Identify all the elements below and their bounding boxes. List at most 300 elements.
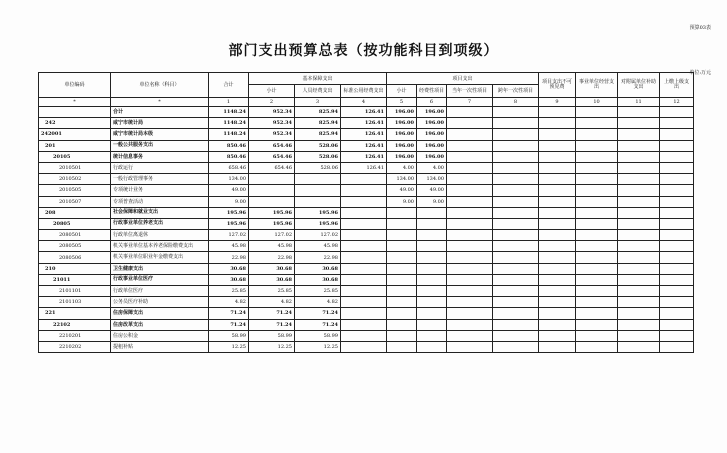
empty-cell — [618, 308, 660, 319]
empty-cell — [576, 308, 618, 319]
basic-subtotal-cell: 952.34 — [249, 107, 295, 118]
project-operating-cell — [417, 308, 447, 319]
header-unit-name: 单位名称（科目） — [111, 73, 209, 98]
basic-subtotal-cell: 654.46 — [249, 162, 295, 173]
empty-cell — [493, 107, 539, 118]
empty-cell — [539, 207, 576, 218]
standard-public-cell — [341, 185, 387, 196]
unit-name-cell: 专项普查活动 — [111, 196, 209, 207]
project-subtotal-cell: 4.00 — [387, 162, 417, 173]
header-proj-operating: 经费性项目 — [417, 85, 447, 98]
empty-cell — [539, 274, 576, 285]
total-cell: 195.96 — [209, 207, 249, 218]
table-row — [39, 286, 694, 297]
unit-code-cell: 20805 — [39, 218, 111, 229]
project-subtotal-cell: 196.00 — [387, 107, 417, 118]
standard-public-cell — [341, 341, 387, 352]
empty-cell — [539, 218, 576, 229]
project-operating-cell: 196.00 — [417, 151, 447, 162]
unit-code-cell: 2210202 — [39, 341, 111, 352]
header-basic-group: 基本保障支出 — [249, 73, 387, 85]
unit-code-cell: 208 — [39, 207, 111, 218]
empty-cell — [576, 185, 618, 196]
budget-table — [38, 72, 694, 353]
empty-cell — [493, 162, 539, 173]
project-subtotal-cell — [387, 252, 417, 263]
personnel-cell: 71.24 — [295, 319, 341, 330]
unit-name-cell: 咸宁市统计局本级 — [111, 129, 209, 140]
personnel-cell: 195.96 — [295, 218, 341, 229]
unit-code-cell: 2101103 — [39, 297, 111, 308]
unit-code-cell: 201 — [39, 140, 111, 151]
empty-cell — [493, 274, 539, 285]
empty-cell — [660, 151, 694, 162]
header-pay-upper: 上缴上级支出 — [660, 73, 694, 98]
empty-cell — [576, 151, 618, 162]
header-proj-unforeseen: 项目支出不可预见费 — [539, 73, 576, 98]
header-proj-current-once: 当年一次性项目 — [447, 85, 493, 98]
project-operating-cell: 4.00 — [417, 162, 447, 173]
empty-cell — [493, 341, 539, 352]
empty-cell — [447, 218, 493, 229]
personnel-cell: 825.94 — [295, 107, 341, 118]
empty-cell — [447, 196, 493, 207]
unit-label: 单位:万元 — [689, 70, 711, 76]
project-operating-cell — [417, 241, 447, 252]
empty-cell — [539, 230, 576, 241]
basic-subtotal-cell: 654.46 — [249, 140, 295, 151]
index-cell: 8 — [493, 98, 539, 107]
empty-cell — [660, 185, 694, 196]
basic-subtotal-cell — [249, 196, 295, 207]
standard-public-cell — [341, 286, 387, 297]
total-cell: 58.99 — [209, 330, 249, 341]
unit-code-cell: 221 — [39, 308, 111, 319]
empty-cell — [539, 263, 576, 274]
index-cell: 10 — [576, 98, 618, 107]
empty-cell — [493, 140, 539, 151]
empty-cell — [447, 230, 493, 241]
empty-cell — [576, 297, 618, 308]
unit-code-cell: 2010501 — [39, 162, 111, 173]
budget-table-body — [39, 107, 694, 353]
basic-subtotal-cell: 952.34 — [249, 118, 295, 129]
header-standard-public: 标准公用经费支出 — [341, 85, 387, 98]
personnel-cell — [295, 185, 341, 196]
project-operating-cell — [417, 341, 447, 352]
standard-public-cell: 126.41 — [341, 151, 387, 162]
unit-code-cell: 2101101 — [39, 286, 111, 297]
empty-cell — [660, 174, 694, 185]
empty-cell — [493, 330, 539, 341]
empty-cell — [447, 308, 493, 319]
unit-name-cell: 住房保障支出 — [111, 308, 209, 319]
unit-name-cell: 住房改革支出 — [111, 319, 209, 330]
project-subtotal-cell — [387, 263, 417, 274]
index-cell: * — [39, 98, 111, 107]
empty-cell — [576, 129, 618, 140]
empty-cell — [539, 319, 576, 330]
standard-public-cell — [341, 207, 387, 218]
empty-cell — [493, 263, 539, 274]
empty-cell — [660, 330, 694, 341]
empty-cell — [493, 297, 539, 308]
project-operating-cell — [417, 319, 447, 330]
empty-cell — [576, 252, 618, 263]
project-operating-cell: 196.00 — [417, 107, 447, 118]
page-code: 预算03表 — [689, 25, 711, 31]
index-cell: 1 — [209, 98, 249, 107]
table-row — [39, 185, 694, 196]
total-cell: 30.68 — [209, 263, 249, 274]
unit-name-cell: 咸宁市统计局 — [111, 118, 209, 129]
basic-subtotal-cell: 4.82 — [249, 297, 295, 308]
empty-cell — [576, 207, 618, 218]
empty-cell — [576, 196, 618, 207]
empty-cell — [493, 286, 539, 297]
empty-cell — [618, 263, 660, 274]
empty-cell — [447, 129, 493, 140]
empty-cell — [493, 151, 539, 162]
total-cell: 1148.24 — [209, 107, 249, 118]
empty-cell — [493, 308, 539, 319]
empty-cell — [618, 107, 660, 118]
page-title: 部门支出预算总表（按功能科目到项级） — [228, 43, 499, 59]
header-proj-subtotal: 小计 — [387, 85, 417, 98]
empty-cell — [618, 196, 660, 207]
unit-code-cell: 2010502 — [39, 174, 111, 185]
table-row — [39, 319, 694, 330]
unit-code-cell: 2080506 — [39, 252, 111, 263]
index-cell: 7 — [447, 98, 493, 107]
basic-subtotal-cell: 654.46 — [249, 151, 295, 162]
empty-cell — [493, 230, 539, 241]
empty-cell — [447, 330, 493, 341]
empty-cell — [447, 118, 493, 129]
empty-cell — [576, 274, 618, 285]
empty-cell — [493, 129, 539, 140]
unit-code-cell: 242001 — [39, 129, 111, 140]
basic-subtotal-cell: 71.24 — [249, 319, 295, 330]
personnel-cell: 4.82 — [295, 297, 341, 308]
total-cell: 71.24 — [209, 319, 249, 330]
personnel-cell: 825.94 — [295, 118, 341, 129]
empty-cell — [447, 286, 493, 297]
personnel-cell: 58.99 — [295, 330, 341, 341]
total-cell: 45.98 — [209, 241, 249, 252]
table-row — [39, 252, 694, 263]
standard-public-cell — [341, 230, 387, 241]
table-row — [39, 341, 694, 352]
project-subtotal-cell — [387, 274, 417, 285]
header-proj-cross-year: 跨年一次性项目 — [493, 85, 539, 98]
standard-public-cell — [341, 319, 387, 330]
total-cell: 850.46 — [209, 151, 249, 162]
unit-code-cell — [39, 107, 111, 118]
project-subtotal-cell — [387, 319, 417, 330]
table-row — [39, 162, 694, 173]
project-operating-cell: 196.00 — [417, 140, 447, 151]
header-unit-code: 单位编码 — [39, 73, 111, 98]
personnel-cell: 45.98 — [295, 241, 341, 252]
empty-cell — [447, 274, 493, 285]
empty-cell — [447, 341, 493, 352]
empty-cell — [447, 241, 493, 252]
unit-code-cell: 21011 — [39, 274, 111, 285]
standard-public-cell — [341, 252, 387, 263]
project-operating-cell — [417, 218, 447, 229]
unit-code-cell: 210 — [39, 263, 111, 274]
table-row — [39, 196, 694, 207]
empty-cell — [660, 129, 694, 140]
empty-cell — [660, 286, 694, 297]
project-subtotal-cell: 9.00 — [387, 196, 417, 207]
total-cell: 4.82 — [209, 297, 249, 308]
project-subtotal-cell — [387, 218, 417, 229]
empty-cell — [576, 107, 618, 118]
project-operating-cell: 196.00 — [417, 118, 447, 129]
unit-name-cell: 提租补贴 — [111, 341, 209, 352]
project-subtotal-cell: 196.00 — [387, 140, 417, 151]
standard-public-cell: 126.41 — [341, 107, 387, 118]
total-cell: 134.00 — [209, 174, 249, 185]
basic-subtotal-cell: 952.34 — [249, 129, 295, 140]
unit-code-cell: 242 — [39, 118, 111, 129]
empty-cell — [447, 162, 493, 173]
empty-cell — [660, 218, 694, 229]
project-operating-cell: 196.00 — [417, 129, 447, 140]
empty-cell — [493, 207, 539, 218]
empty-cell — [618, 286, 660, 297]
personnel-cell: 195.96 — [295, 207, 341, 218]
table-row — [39, 107, 694, 118]
basic-subtotal-cell: 30.68 — [249, 274, 295, 285]
personnel-cell: 528.06 — [295, 162, 341, 173]
project-subtotal-cell: 196.00 — [387, 129, 417, 140]
unit-name-cell: 行政运行 — [111, 162, 209, 173]
basic-subtotal-cell: 45.98 — [249, 241, 295, 252]
empty-cell — [618, 252, 660, 263]
unit-name-cell: 机关事业单位职业年金缴费支出 — [111, 252, 209, 263]
table-row — [39, 274, 694, 285]
empty-cell — [447, 252, 493, 263]
project-subtotal-cell — [387, 241, 417, 252]
project-subtotal-cell: 134.00 — [387, 174, 417, 185]
empty-cell — [576, 174, 618, 185]
empty-cell — [539, 341, 576, 352]
empty-cell — [660, 107, 694, 118]
basic-subtotal-cell: 30.68 — [249, 263, 295, 274]
personnel-cell: 30.68 — [295, 274, 341, 285]
empty-cell — [447, 151, 493, 162]
personnel-cell: 22.98 — [295, 252, 341, 263]
project-subtotal-cell: 49.00 — [387, 185, 417, 196]
unit-name-cell: 公务员医疗补助 — [111, 297, 209, 308]
project-subtotal-cell — [387, 230, 417, 241]
personnel-cell: 30.68 — [295, 263, 341, 274]
index-cell: 4 — [341, 98, 387, 107]
total-cell: 12.25 — [209, 341, 249, 352]
table-row — [39, 151, 694, 162]
personnel-cell: 528.06 — [295, 140, 341, 151]
unit-name-cell: 机关事业单位基本养老保险缴费支出 — [111, 241, 209, 252]
total-cell: 195.96 — [209, 218, 249, 229]
basic-subtotal-cell: 195.96 — [249, 207, 295, 218]
table-row — [39, 330, 694, 341]
unit-code-cell: 2080505 — [39, 241, 111, 252]
basic-subtotal-cell — [249, 174, 295, 185]
empty-cell — [539, 252, 576, 263]
empty-cell — [618, 162, 660, 173]
empty-cell — [576, 241, 618, 252]
basic-subtotal-cell: 127.02 — [249, 230, 295, 241]
header-enterprise-operating: 事业单位经营支出 — [576, 73, 618, 98]
table-row — [39, 129, 694, 140]
empty-cell — [493, 319, 539, 330]
personnel-cell: 12.25 — [295, 341, 341, 352]
total-cell: 1148.24 — [209, 118, 249, 129]
table-row — [39, 218, 694, 229]
empty-cell — [447, 140, 493, 151]
table-row — [39, 308, 694, 319]
project-subtotal-cell — [387, 286, 417, 297]
standard-public-cell: 126.41 — [341, 162, 387, 173]
empty-cell — [539, 129, 576, 140]
unit-name-cell: 卫生健康支出 — [111, 263, 209, 274]
empty-cell — [576, 140, 618, 151]
unit-name-cell: 社会保障和就业支出 — [111, 207, 209, 218]
empty-cell — [539, 140, 576, 151]
project-operating-cell: 134.00 — [417, 174, 447, 185]
empty-cell — [618, 241, 660, 252]
project-subtotal-cell — [387, 297, 417, 308]
empty-cell — [618, 330, 660, 341]
unit-name-cell: 行政事业单位医疗 — [111, 274, 209, 285]
empty-cell — [539, 196, 576, 207]
total-cell: 850.46 — [209, 140, 249, 151]
index-cell: 5 — [387, 98, 417, 107]
empty-cell — [493, 174, 539, 185]
empty-cell — [660, 162, 694, 173]
empty-cell — [447, 319, 493, 330]
total-cell: 71.24 — [209, 308, 249, 319]
project-operating-cell — [417, 274, 447, 285]
empty-cell — [493, 252, 539, 263]
empty-cell — [618, 319, 660, 330]
index-cell: 2 — [249, 98, 295, 107]
basic-subtotal-cell — [249, 185, 295, 196]
empty-cell — [660, 196, 694, 207]
unit-name-cell: 一般公共服务支出 — [111, 140, 209, 151]
empty-cell — [576, 218, 618, 229]
empty-cell — [660, 263, 694, 274]
empty-cell — [660, 274, 694, 285]
table-row — [39, 241, 694, 252]
index-cell: 11 — [618, 98, 660, 107]
total-cell: 49.00 — [209, 185, 249, 196]
standard-public-cell — [341, 196, 387, 207]
project-subtotal-cell — [387, 308, 417, 319]
unit-name-cell: 住房公积金 — [111, 330, 209, 341]
empty-cell — [539, 185, 576, 196]
empty-cell — [618, 129, 660, 140]
empty-cell — [576, 286, 618, 297]
standard-public-cell — [341, 274, 387, 285]
empty-cell — [660, 252, 694, 263]
standard-public-cell — [341, 330, 387, 341]
empty-cell — [447, 185, 493, 196]
basic-subtotal-cell: 195.96 — [249, 218, 295, 229]
empty-cell — [539, 162, 576, 173]
empty-cell — [539, 107, 576, 118]
empty-cell — [493, 185, 539, 196]
total-cell: 127.02 — [209, 230, 249, 241]
empty-cell — [660, 308, 694, 319]
empty-cell — [576, 319, 618, 330]
total-cell: 1148.24 — [209, 129, 249, 140]
index-cell: 12 — [660, 98, 694, 107]
table-row — [39, 140, 694, 151]
empty-cell — [618, 174, 660, 185]
empty-cell — [576, 118, 618, 129]
personnel-cell: 71.24 — [295, 308, 341, 319]
index-cell: 9 — [539, 98, 576, 107]
empty-cell — [539, 330, 576, 341]
project-subtotal-cell: 196.00 — [387, 118, 417, 129]
total-cell: 30.68 — [209, 274, 249, 285]
unit-name-cell: 行政单位离退休 — [111, 230, 209, 241]
standard-public-cell — [341, 308, 387, 319]
empty-cell — [576, 263, 618, 274]
unit-name-cell: 统计信息事务 — [111, 151, 209, 162]
empty-cell — [660, 319, 694, 330]
standard-public-cell — [341, 218, 387, 229]
total-cell: 25.85 — [209, 286, 249, 297]
header-subordinate-subsidy: 对附属单位补助支出 — [618, 73, 660, 98]
standard-public-cell: 126.41 — [341, 118, 387, 129]
total-cell: 658.46 — [209, 162, 249, 173]
basic-subtotal-cell: 12.25 — [249, 341, 295, 352]
empty-cell — [618, 140, 660, 151]
total-cell: 9.00 — [209, 196, 249, 207]
empty-cell — [618, 185, 660, 196]
empty-cell — [660, 297, 694, 308]
empty-cell — [618, 151, 660, 162]
project-operating-cell — [417, 252, 447, 263]
basic-subtotal-cell: 22.98 — [249, 252, 295, 263]
project-subtotal-cell — [387, 341, 417, 352]
header-personnel: 人员经费支出 — [295, 85, 341, 98]
table-row — [39, 263, 694, 274]
empty-cell — [618, 218, 660, 229]
basic-subtotal-cell: 71.24 — [249, 308, 295, 319]
table-row — [39, 297, 694, 308]
basic-subtotal-cell: 25.85 — [249, 286, 295, 297]
project-operating-cell: 49.00 — [417, 185, 447, 196]
index-cell: 6 — [417, 98, 447, 107]
empty-cell — [660, 241, 694, 252]
project-operating-cell: 9.00 — [417, 196, 447, 207]
empty-cell — [539, 297, 576, 308]
unit-code-cell: 22102 — [39, 319, 111, 330]
project-operating-cell — [417, 207, 447, 218]
personnel-cell: 25.85 — [295, 286, 341, 297]
unit-name-cell: 行政单位医疗 — [111, 286, 209, 297]
empty-cell — [660, 140, 694, 151]
standard-public-cell — [341, 241, 387, 252]
header-project-group: 项目支出 — [387, 73, 539, 85]
empty-cell — [447, 263, 493, 274]
